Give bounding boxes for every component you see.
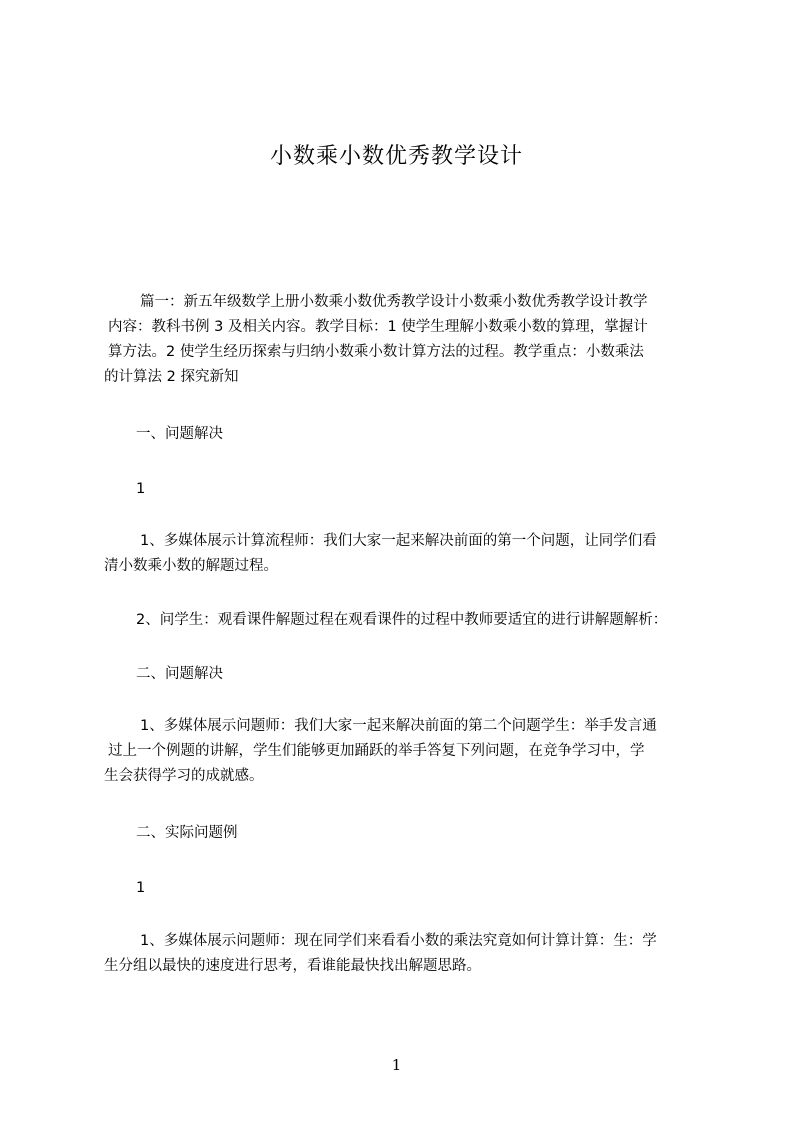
paragraph-5 [104, 929, 716, 979]
intro-paragraph-line: 内容：教科书例 3 及相关内容。教学目标：1 使学生理解小数乘小数的算理，掌握计 [108, 319, 648, 335]
list-marker-1: 1 [136, 481, 146, 497]
intro-paragraph-line: 算方法。2 使学生经历探索与归纳小数乘小数计算方法的过程。教学重点：小数乘法 [108, 344, 644, 360]
section-heading-3: 二、实际问题例 [136, 825, 238, 841]
paragraph-4 [104, 714, 716, 789]
paragraph-2-line: 1、多媒体展示计算流程师：我们大家一起来解决前面的第一个问题，让同学们看 [140, 533, 657, 549]
paragraph-5-line: 生分组以最快的速度进行思考，看谁能最快找出解题思路。 [104, 958, 481, 974]
paragraph-4-line: 1、多媒体展示问题师：我们大家一起来解决前面的第二个问题学生：举手发言通 [140, 718, 657, 734]
intro-paragraph-line: 篇一：新五年级数学上册小数乘小数优秀教学设计小数乘小数优秀教学设计教学 [140, 294, 648, 310]
document-title: 小数乘小数优秀教学设计 [269, 144, 523, 169]
paragraph-2-line: 清小数乘小数的解题过程。 [104, 558, 278, 574]
paragraph-2 [104, 529, 716, 579]
page-number: 1 [391, 1056, 402, 1074]
section-heading-2: 二、问题解决 [136, 666, 223, 682]
section-heading-1: 一、问题解决 [136, 426, 223, 442]
paragraph-4-line: 过上一个例题的讲解，学生们能够更加踊跃的举手答复下列问题，在竞争学习中，学 [108, 743, 645, 759]
paragraph-5-line: 1、多媒体展示问题师：现在同学们来看看小数的乘法究竟如何计算计算：生：学 [140, 933, 657, 949]
list-marker-2: 1 [136, 880, 146, 896]
intro-paragraph [104, 290, 716, 390]
paragraph-3: 2、问学生：观看课件解题过程在观看课件的过程中教师要适宜的进行讲解题解析： [136, 612, 668, 628]
paragraph-4-line: 生会获得学习的成就感。 [104, 768, 264, 784]
intro-paragraph-line: 的计算法 2 探究新知 [104, 369, 239, 385]
